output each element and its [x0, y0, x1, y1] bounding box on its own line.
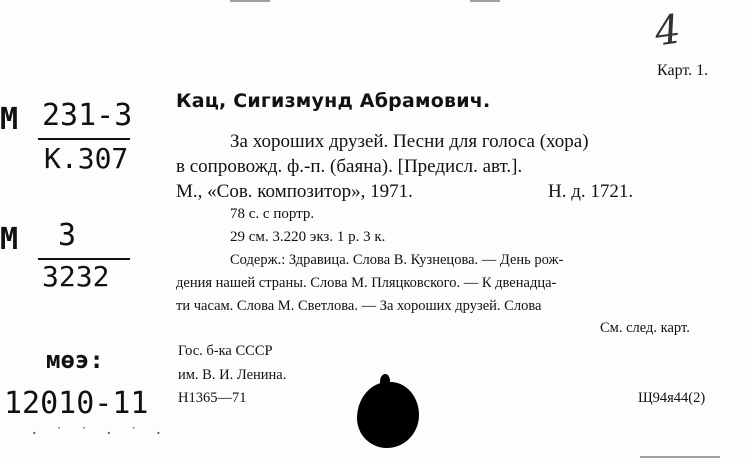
plate-number: Н. д. 1721.	[548, 181, 634, 202]
top-edge-mark	[230, 0, 270, 2]
title-line-1: За хороших друзей. Песни для голоса (хора)	[230, 131, 589, 152]
card-number: Карт. 1.	[657, 62, 709, 79]
handwritten-mark: 4	[651, 6, 684, 56]
continued-note: См. след. карт.	[600, 320, 690, 336]
shelf-number-bottom-1: К.307	[44, 142, 129, 175]
author-heading: Кац, Сигизмунд Абрамович.	[176, 90, 491, 112]
moz-label: мөэ:	[46, 346, 104, 374]
ink-blot-drip	[380, 374, 390, 388]
contents-line-3: ти часам. Слова М. Светлова. — За хороших друзей. Слова	[176, 298, 542, 314]
title-line-2: в сопровожд. ф.-п. (баяна). [Предисл. авт.].	[176, 156, 523, 177]
top-edge-mark	[470, 0, 500, 2]
classification-index: Щ94я44(2)	[638, 390, 706, 406]
contents-line-1: Содерж.: Здравица. Слова В. Кузнецова. — День рож-	[230, 252, 564, 268]
shelf-number-top-1: 231-3	[42, 98, 133, 133]
size-edition-price: 29 см. 3.220 экз. 1 р. 3 к.	[230, 229, 386, 245]
library-name-line-2: им. В. И. Ленина.	[178, 367, 287, 383]
shelf-prefix-1: М	[0, 102, 19, 137]
shelf-number-top-2: 3	[58, 218, 77, 253]
shelf-prefix-2: М	[0, 222, 19, 257]
collection-code: 12010-11	[4, 386, 149, 421]
library-name-line-1: Гос. б-ка СССР	[178, 343, 273, 359]
imprint: М., «Сов. композитор», 1971.	[176, 181, 413, 202]
faint-stamp-marks: · ˙ ˙ · ˙ ·	[30, 426, 167, 442]
registration-number: Н1365—71	[178, 390, 247, 406]
pagination: 78 с. с портр.	[230, 206, 315, 222]
shelf-number-bottom-2: 3232	[42, 260, 110, 293]
bottom-edge-mark	[640, 456, 720, 458]
shelf-divider-1	[38, 138, 130, 140]
contents-line-2: дения нашей страны. Слова М. Пляцковского. — К двенадца-	[176, 275, 557, 291]
ink-blot	[357, 382, 419, 448]
